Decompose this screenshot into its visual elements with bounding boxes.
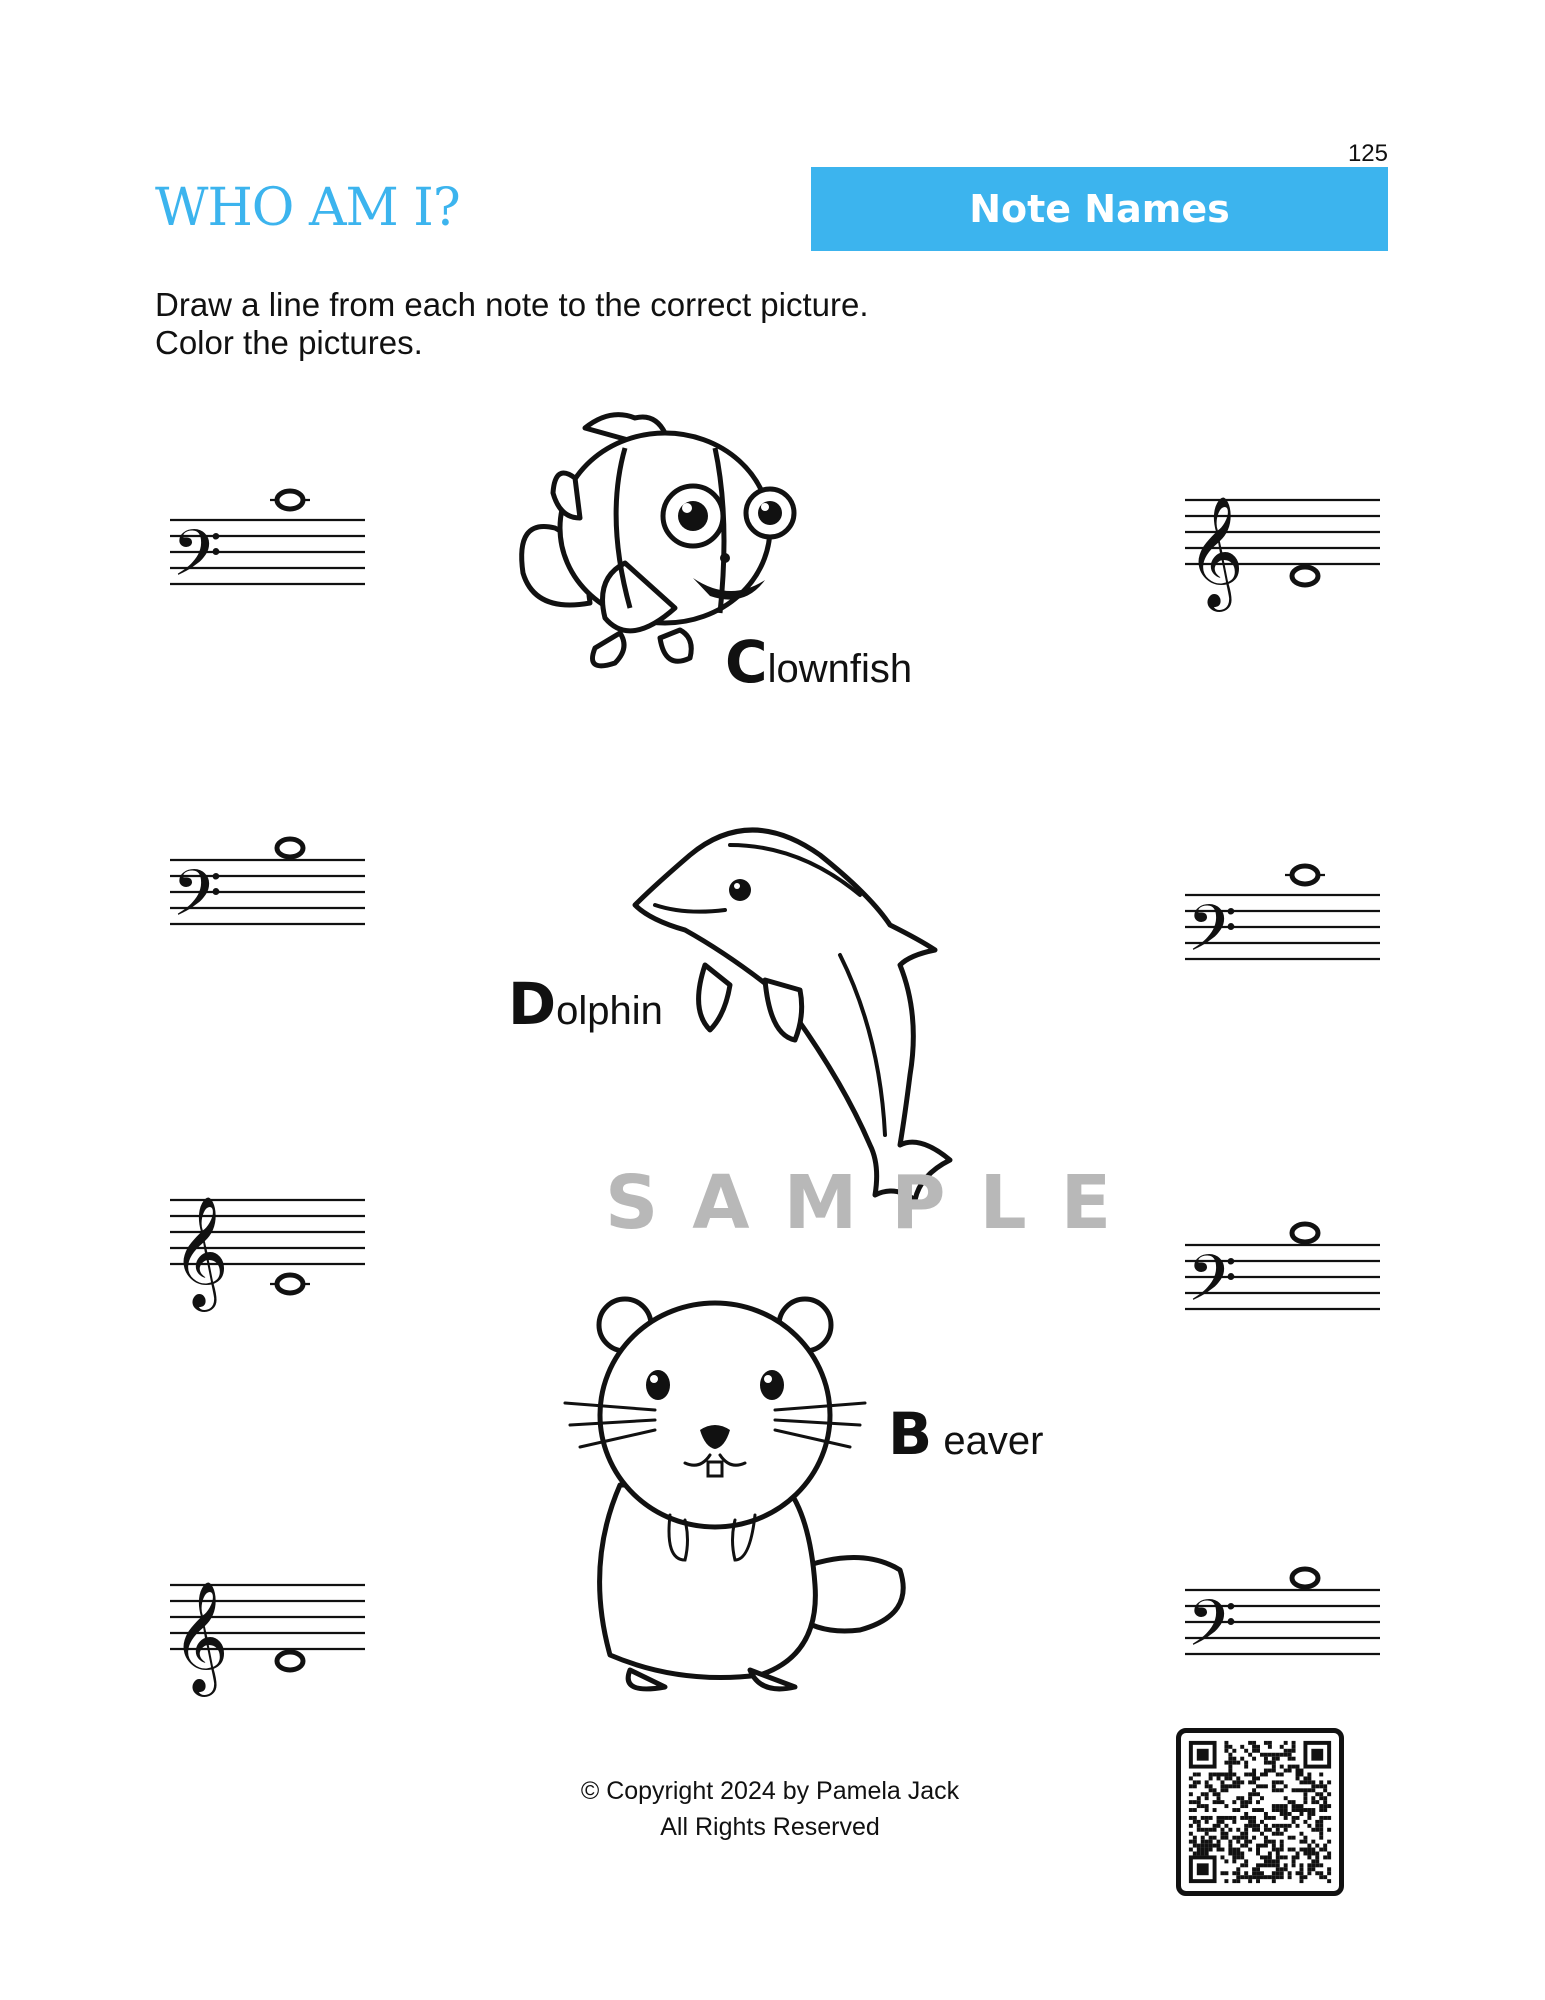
whole-note [1292, 1224, 1318, 1242]
copyright-notice [470, 1773, 1070, 1845]
treble-clef-icon: 𝄞 [172, 1580, 229, 1692]
bass-clef-icon: 𝄢 [1187, 1242, 1238, 1332]
staff-exercise-6 [1185, 855, 1385, 985]
beaver-label [888, 1400, 1043, 1468]
instruction-line-1: Draw a line from each note to the correct picture. [155, 286, 869, 323]
beaver-label-rest: eaver [943, 1419, 1044, 1463]
instructions [155, 286, 869, 362]
copyright-line: © Copyright 2024 by Pamela Jack [580, 1777, 960, 1805]
bass-clef-icon: 𝄢 [1187, 892, 1238, 982]
whole-note [277, 1652, 303, 1670]
dolphin-illustration [630, 815, 960, 1205]
whole-note [1292, 567, 1318, 585]
staff-exercise-2 [170, 820, 370, 950]
staff-exercise-5 [1185, 460, 1385, 610]
whole-note [1292, 1569, 1318, 1587]
page-title: WHO AM I? [155, 178, 460, 238]
staff-exercise-8 [1185, 1550, 1385, 1680]
bass-clef-icon: 𝄢 [172, 517, 223, 607]
treble-clef-icon: 𝄞 [172, 1195, 229, 1307]
dolphin-label [508, 970, 663, 1038]
qr-code[interactable] [1176, 1728, 1344, 1896]
sample-watermark: SAMPLE [605, 1160, 1146, 1246]
beaver-label-initial: B [888, 1400, 933, 1468]
treble-clef-icon: 𝄞 [1187, 495, 1244, 607]
whole-note [277, 491, 303, 509]
staff-exercise-4 [170, 1545, 370, 1695]
bass-clef-icon: 𝄢 [1187, 1587, 1238, 1677]
whole-note [277, 839, 303, 857]
instruction-line-2: Color the pictures. [155, 324, 423, 361]
whole-note [277, 1275, 303, 1293]
staff-exercise-7 [1185, 1205, 1385, 1335]
beaver-illustration [560, 1285, 925, 1695]
dolphin-label-initial: D [508, 970, 557, 1038]
clownfish-label-rest: lownfish [767, 647, 913, 691]
staff-exercise-1 [170, 480, 370, 610]
page-number: 125 [1347, 140, 1388, 167]
clownfish-label [725, 628, 912, 696]
whole-note [1292, 866, 1318, 884]
staff-exercise-3 [170, 1160, 370, 1310]
dolphin-label-rest: olphin [556, 989, 663, 1033]
rights-line: All Rights Reserved [660, 1813, 880, 1841]
clownfish-label-initial: C [725, 628, 768, 696]
bass-clef-icon: 𝄢 [172, 857, 223, 947]
topic-banner-label: Note Names [969, 187, 1230, 231]
topic-banner [811, 167, 1388, 251]
